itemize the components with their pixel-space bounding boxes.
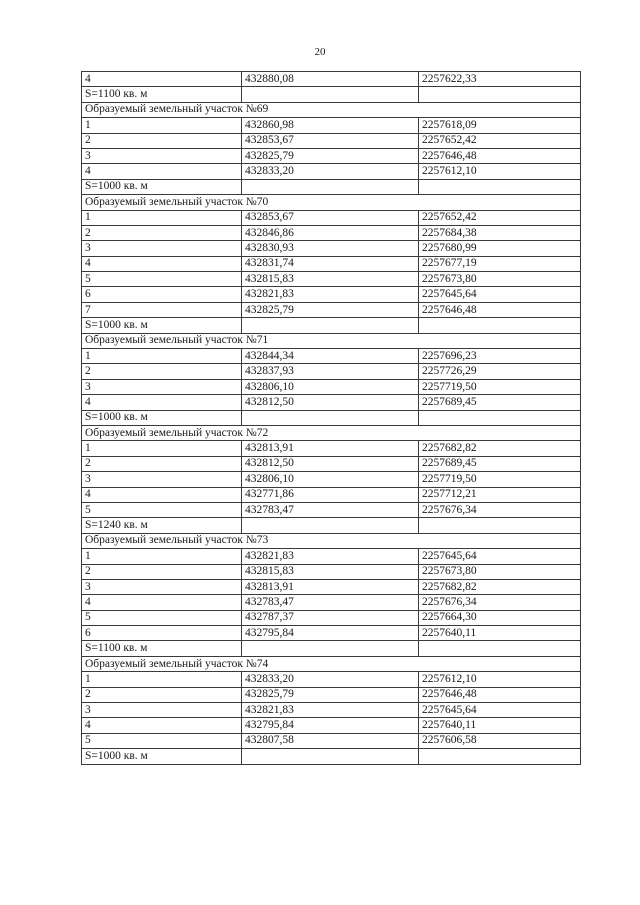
area-cell: S=1000 кв. м (82, 318, 242, 333)
table-row (82, 287, 581, 302)
section-title-row (82, 333, 581, 348)
table-row (82, 118, 581, 133)
point-number-cell: 4 (82, 164, 242, 179)
table-row (82, 626, 581, 641)
point-number-cell: 3 (82, 241, 242, 256)
table-row (82, 302, 581, 317)
point-number-cell: 4 (82, 595, 242, 610)
point-number-cell: 1 (82, 118, 242, 133)
table-row (82, 210, 581, 225)
table-row (82, 395, 581, 410)
x-coordinate-cell: 432825,79 (242, 687, 419, 702)
y-coordinate-cell: 2257682,82 (419, 441, 581, 456)
page-number: 20 (314, 46, 326, 58)
x-coordinate-cell: 432821,83 (242, 703, 419, 718)
x-coordinate-cell: 432807,58 (242, 733, 419, 748)
table-row (82, 549, 581, 564)
x-coordinate-cell: 432795,84 (242, 718, 419, 733)
point-number-cell: 4 (82, 487, 242, 502)
y-coordinate-cell: 2257645,64 (419, 703, 581, 718)
point-number-cell: 2 (82, 687, 242, 702)
y-coordinate-cell: 2257652,42 (419, 210, 581, 225)
empty-cell (419, 318, 581, 333)
empty-cell (242, 641, 419, 656)
point-number-cell: 3 (82, 703, 242, 718)
point-number-cell: 1 (82, 441, 242, 456)
table-row (82, 579, 581, 594)
x-coordinate-cell: 432846,86 (242, 225, 419, 240)
y-coordinate-cell: 2257640,11 (419, 718, 581, 733)
table-row (82, 272, 581, 287)
area-row (82, 410, 581, 425)
point-number-cell: 2 (82, 133, 242, 148)
table-row (82, 72, 581, 87)
table-row (82, 148, 581, 163)
x-coordinate-cell: 432783,47 (242, 502, 419, 517)
y-coordinate-cell: 2257622,33 (419, 72, 581, 87)
table-row (82, 379, 581, 394)
point-number-cell: 3 (82, 379, 242, 394)
section-title: Образуемый земельный участок №72 (82, 425, 581, 440)
x-coordinate-cell: 432815,83 (242, 564, 419, 579)
point-number-cell: 6 (82, 626, 242, 641)
empty-cell (242, 179, 419, 194)
x-coordinate-cell: 432783,47 (242, 595, 419, 610)
table-row (82, 718, 581, 733)
y-coordinate-cell: 2257612,10 (419, 672, 581, 687)
y-coordinate-cell: 2257646,48 (419, 687, 581, 702)
x-coordinate-cell: 432787,37 (242, 610, 419, 625)
area-row (82, 179, 581, 194)
table-row (82, 456, 581, 471)
table-row (82, 502, 581, 517)
point-number-cell: 1 (82, 210, 242, 225)
x-coordinate-cell: 432833,20 (242, 672, 419, 687)
area-cell: S=1240 кв. м (82, 518, 242, 533)
empty-cell (419, 87, 581, 102)
x-coordinate-cell: 432812,50 (242, 456, 419, 471)
area-cell: S=1000 кв. м (82, 410, 242, 425)
table-row (82, 610, 581, 625)
x-coordinate-cell: 432853,67 (242, 133, 419, 148)
section-title: Образуемый земельный участок №71 (82, 333, 581, 348)
y-coordinate-cell: 2257696,23 (419, 349, 581, 364)
area-row (82, 87, 581, 102)
area-row (82, 641, 581, 656)
table-row (82, 687, 581, 702)
x-coordinate-cell: 432795,84 (242, 626, 419, 641)
table-row (82, 133, 581, 148)
table-row (82, 441, 581, 456)
point-number-cell: 3 (82, 148, 242, 163)
point-number-cell: 5 (82, 610, 242, 625)
x-coordinate-cell: 432825,79 (242, 148, 419, 163)
empty-cell (242, 87, 419, 102)
table-row (82, 349, 581, 364)
area-cell: S=1000 кв. м (82, 179, 242, 194)
empty-cell (242, 749, 419, 764)
point-number-cell: 4 (82, 395, 242, 410)
point-number-cell: 2 (82, 564, 242, 579)
section-title-row (82, 425, 581, 440)
x-coordinate-cell: 432844,34 (242, 349, 419, 364)
point-number-cell: 1 (82, 349, 242, 364)
y-coordinate-cell: 2257676,34 (419, 502, 581, 517)
x-coordinate-cell: 432821,83 (242, 549, 419, 564)
y-coordinate-cell: 2257719,50 (419, 472, 581, 487)
y-coordinate-cell: 2257684,38 (419, 225, 581, 240)
x-coordinate-cell: 432813,91 (242, 579, 419, 594)
section-title: Образуемый земельный участок №74 (82, 656, 581, 671)
point-number-cell: 2 (82, 225, 242, 240)
section-title: Образуемый земельный участок №69 (82, 102, 581, 117)
y-coordinate-cell: 2257680,99 (419, 241, 581, 256)
x-coordinate-cell: 432880,08 (242, 72, 419, 87)
empty-cell (419, 179, 581, 194)
area-row (82, 749, 581, 764)
y-coordinate-cell: 2257712,21 (419, 487, 581, 502)
x-coordinate-cell: 432806,10 (242, 472, 419, 487)
table-row (82, 225, 581, 240)
table-row (82, 733, 581, 748)
point-number-cell: 4 (82, 256, 242, 271)
table-row (82, 564, 581, 579)
empty-cell (419, 518, 581, 533)
point-number-cell: 5 (82, 502, 242, 517)
table-row (82, 256, 581, 271)
table-row (82, 472, 581, 487)
x-coordinate-cell: 432853,67 (242, 210, 419, 225)
section-title-row (82, 195, 581, 210)
area-row (82, 518, 581, 533)
table-row (82, 703, 581, 718)
table-row (82, 672, 581, 687)
section-title-row (82, 102, 581, 117)
table-row (82, 241, 581, 256)
table-row (82, 487, 581, 502)
section-title: Образуемый земельный участок №73 (82, 533, 581, 548)
empty-cell (419, 641, 581, 656)
point-number-cell: 2 (82, 456, 242, 471)
y-coordinate-cell: 2257677,19 (419, 256, 581, 271)
section-title-row (82, 533, 581, 548)
section-title: Образуемый земельный участок №70 (82, 195, 581, 210)
y-coordinate-cell: 2257689,45 (419, 395, 581, 410)
point-number-cell: 3 (82, 579, 242, 594)
point-number-cell: 5 (82, 733, 242, 748)
y-coordinate-cell: 2257726,29 (419, 364, 581, 379)
point-number-cell: 5 (82, 272, 242, 287)
area-row (82, 318, 581, 333)
empty-cell (419, 749, 581, 764)
y-coordinate-cell: 2257646,48 (419, 302, 581, 317)
y-coordinate-cell: 2257606,58 (419, 733, 581, 748)
point-number-cell: 1 (82, 672, 242, 687)
x-coordinate-cell: 432815,83 (242, 272, 419, 287)
area-cell: S=1100 кв. м (82, 87, 242, 102)
table-row (82, 164, 581, 179)
y-coordinate-cell: 2257640,11 (419, 626, 581, 641)
y-coordinate-cell: 2257645,64 (419, 287, 581, 302)
x-coordinate-cell: 432771,86 (242, 487, 419, 502)
y-coordinate-cell: 2257719,50 (419, 379, 581, 394)
y-coordinate-cell: 2257689,45 (419, 456, 581, 471)
y-coordinate-cell: 2257646,48 (419, 148, 581, 163)
x-coordinate-cell: 432833,20 (242, 164, 419, 179)
x-coordinate-cell: 432812,50 (242, 395, 419, 410)
y-coordinate-cell: 2257645,64 (419, 549, 581, 564)
point-number-cell: 6 (82, 287, 242, 302)
table-row (82, 364, 581, 379)
x-coordinate-cell: 432813,91 (242, 441, 419, 456)
y-coordinate-cell: 2257682,82 (419, 579, 581, 594)
empty-cell (242, 518, 419, 533)
empty-cell (242, 410, 419, 425)
point-number-cell: 1 (82, 549, 242, 564)
y-coordinate-cell: 2257673,80 (419, 564, 581, 579)
point-number-cell: 4 (82, 718, 242, 733)
x-coordinate-cell: 432825,79 (242, 302, 419, 317)
x-coordinate-cell: 432821,83 (242, 287, 419, 302)
coordinates-table (81, 71, 581, 765)
y-coordinate-cell: 2257618,09 (419, 118, 581, 133)
point-number-cell: 3 (82, 472, 242, 487)
x-coordinate-cell: 432837,93 (242, 364, 419, 379)
x-coordinate-cell: 432860,98 (242, 118, 419, 133)
y-coordinate-cell: 2257673,80 (419, 272, 581, 287)
point-number-cell: 7 (82, 302, 242, 317)
empty-cell (419, 410, 581, 425)
x-coordinate-cell: 432806,10 (242, 379, 419, 394)
point-number-cell: 2 (82, 364, 242, 379)
x-coordinate-cell: 432830,93 (242, 241, 419, 256)
area-cell: S=1100 кв. м (82, 641, 242, 656)
empty-cell (242, 318, 419, 333)
area-cell: S=1000 кв. м (82, 749, 242, 764)
table-row (82, 595, 581, 610)
x-coordinate-cell: 432831,74 (242, 256, 419, 271)
y-coordinate-cell: 2257676,34 (419, 595, 581, 610)
y-coordinate-cell: 2257652,42 (419, 133, 581, 148)
y-coordinate-cell: 2257664,30 (419, 610, 581, 625)
y-coordinate-cell: 2257612,10 (419, 164, 581, 179)
coordinates-table-body (82, 72, 581, 765)
section-title-row (82, 656, 581, 671)
point-number-cell: 4 (82, 72, 242, 87)
